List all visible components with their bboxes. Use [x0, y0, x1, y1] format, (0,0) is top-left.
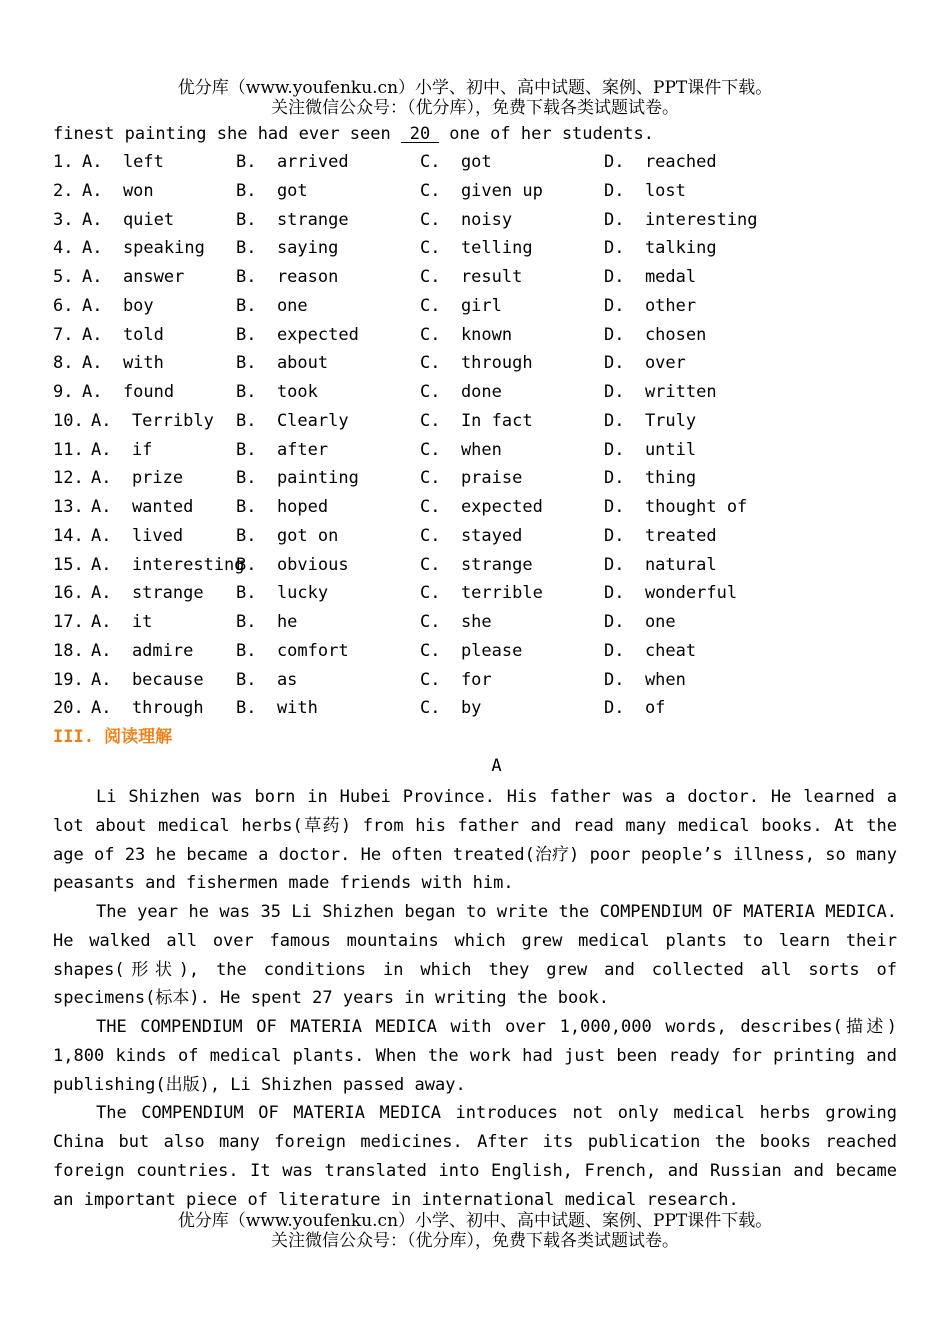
carryover-text-before: finest painting she had ever seen: [53, 124, 401, 144]
question-number: 5.: [53, 267, 74, 287]
option-b: B. Clearly: [236, 410, 349, 431]
option-a: A. prize: [91, 468, 184, 489]
option-d: D. reached: [604, 152, 717, 172]
option-d: D. treated: [604, 525, 717, 546]
carryover-sentence: [53, 124, 654, 144]
option-a: A. wanted: [91, 497, 194, 517]
option-d: D. lost: [604, 180, 686, 201]
option-a: A. found: [82, 382, 175, 402]
option-d: D. thing: [604, 468, 697, 489]
question-number: 1.: [53, 152, 74, 172]
option-b: B. arrived: [236, 152, 349, 172]
option-a: A. through: [91, 698, 204, 719]
option-a: A. answer: [82, 267, 185, 287]
passage-paragraph: The year he was 35 Li Shizhen began to write the COMPENDIUM OF MATERIA MEDICA. He walked all over famous mountains which grew medical plants to learn their shapes(形状), the conditions in which they grew and collected all sorts of specimens(标本). He spent 27 years in writing the book.: [53, 902, 897, 1009]
option-b: B. he: [236, 612, 298, 632]
question-number: 8.: [53, 353, 74, 374]
option-c: C. done: [420, 382, 502, 402]
option-b: B. obvious: [236, 554, 349, 575]
question-number: 20.: [53, 698, 84, 719]
question-number: 3.: [53, 209, 74, 230]
option-a: A. it: [91, 612, 153, 632]
question-number: 13.: [53, 497, 84, 517]
option-a: A. with: [82, 353, 164, 374]
option-b: B. one: [236, 295, 308, 316]
header-promo-line-2: 关注微信公众号：（优分库），免费下载各类试题试卷。: [271, 98, 679, 118]
option-c: C. terrible: [420, 583, 543, 604]
option-a: A. boy: [82, 295, 154, 316]
option-d: D. over: [604, 353, 686, 374]
option-b: B. about: [236, 353, 329, 374]
passage-paragraph: Li Shizhen was born in Hubei Province. His father was a doctor. He learned a lot about medical herbs(草药) from his father and read many medical books. At the age of 23 he became a doctor. He often treated(治疗) poor people’s illness, so many peasants and fishermen made friends with him.: [53, 787, 897, 894]
option-b: B. painting: [236, 468, 359, 489]
option-c: C. praise: [420, 468, 523, 489]
option-d: D. chosen: [604, 324, 707, 345]
option-d: D. until: [604, 439, 697, 460]
option-c: C. result: [420, 267, 523, 287]
footer-promo-line-2: 关注微信公众号：（优分库），免费下载各类试题试卷。: [271, 1231, 679, 1251]
option-c: C. by: [420, 698, 482, 719]
option-a: A. Terribly: [91, 410, 214, 431]
footer-promo-line-1: 优分库（www.youfenku.cn）小学、初中、高中试题、案例、PPT课件下载。: [177, 1211, 773, 1231]
option-c: C. through: [420, 353, 533, 374]
option-b: B. after: [236, 439, 329, 460]
option-d: D. of: [604, 698, 666, 719]
option-c: C. expected: [420, 497, 543, 517]
option-b: B. got on: [236, 525, 339, 546]
question-number: 18.: [53, 640, 84, 661]
option-a: A. strange: [91, 583, 204, 604]
option-a: A. quiet: [82, 209, 175, 230]
option-b: B. as: [236, 669, 298, 690]
question-number: 16.: [53, 583, 84, 604]
passage-label: A: [491, 756, 502, 776]
question-number: 19.: [53, 669, 84, 690]
question-number: 12.: [53, 468, 84, 489]
option-b: B. expected: [236, 324, 359, 345]
reading-passage: [53, 783, 897, 1214]
option-a: A. interesting: [91, 554, 245, 575]
option-b: B. reason: [236, 267, 339, 287]
option-d: D. Truly: [604, 410, 697, 431]
option-c: C. she: [420, 612, 492, 632]
option-b: B. comfort: [236, 640, 349, 661]
section-title-reading: III. 阅读理解: [53, 727, 173, 747]
option-c: C. given up: [420, 180, 543, 201]
carryover-text-after: one of her students.: [439, 124, 654, 144]
question-number: 11.: [53, 439, 84, 460]
option-c: C. please: [420, 640, 523, 661]
option-d: D. other: [604, 295, 697, 316]
option-c: C. known: [420, 324, 513, 345]
option-d: D. when: [604, 669, 686, 690]
passage-paragraph: THE COMPENDIUM OF MATERIA MEDICA with over 1,000,000 words, describes(描述) 1,800 kinds of medical plants. When the work had just been ready for printing and publishing(出版), Li Shizhen passed away.: [53, 1017, 897, 1095]
option-a: A. told: [82, 324, 164, 345]
option-b: B. saying: [236, 238, 339, 259]
option-c: C. got: [420, 152, 492, 172]
option-d: D. medal: [604, 267, 697, 287]
question-number: 17.: [53, 612, 84, 632]
option-c: C. noisy: [420, 209, 513, 230]
option-d: D. interesting: [604, 209, 758, 230]
option-a: A. lived: [91, 525, 184, 546]
question-number: 7.: [53, 324, 74, 345]
question-number: 6.: [53, 295, 74, 316]
option-b: B. strange: [236, 209, 349, 230]
option-a: A. admire: [91, 640, 194, 661]
option-c: C. In fact: [420, 410, 533, 431]
option-a: A. won: [82, 180, 154, 201]
option-a: A. because: [91, 669, 204, 690]
option-c: C. stayed: [420, 525, 523, 546]
option-c: C. strange: [420, 554, 533, 575]
option-b: B. lucky: [236, 583, 329, 604]
option-b: B. with: [236, 698, 318, 719]
option-c: C. for: [420, 669, 492, 690]
question-number: 10.: [53, 410, 84, 431]
option-b: B. hoped: [236, 497, 329, 517]
option-c: C. girl: [420, 295, 502, 316]
option-a: A. speaking: [82, 238, 205, 259]
option-d: D. cheat: [604, 640, 697, 661]
option-c: C. telling: [420, 238, 533, 259]
option-d: D. natural: [604, 554, 717, 575]
question-number: 4.: [53, 238, 74, 259]
question-number: 2.: [53, 180, 74, 201]
option-a: A. left: [82, 152, 164, 172]
option-d: D. talking: [604, 238, 717, 259]
option-d: D. one: [604, 612, 676, 632]
option-a: A. if: [91, 439, 153, 460]
header-promo-line-1: 优分库（www.youfenku.cn）小学、初中、高中试题、案例、PPT课件下载。: [177, 78, 773, 98]
option-d: D. thought of: [604, 497, 748, 517]
option-b: B. got: [236, 180, 308, 201]
answer-blank-20: 20: [401, 126, 439, 143]
passage-paragraph: The COMPENDIUM OF MATERIA MEDICA introduces not only medical herbs growing China but also many foreign medicines. After its publication the books reached foreign countries. It was translated into English, French, and Russian and became an important piece of literature in international medical research.: [53, 1103, 897, 1210]
option-d: D. wonderful: [604, 583, 738, 604]
option-d: D. written: [604, 382, 717, 402]
option-b: B. took: [236, 382, 318, 402]
question-number: 14.: [53, 525, 84, 546]
question-number: 15.: [53, 554, 84, 575]
question-number: 9.: [53, 382, 74, 402]
option-c: C. when: [420, 439, 502, 460]
